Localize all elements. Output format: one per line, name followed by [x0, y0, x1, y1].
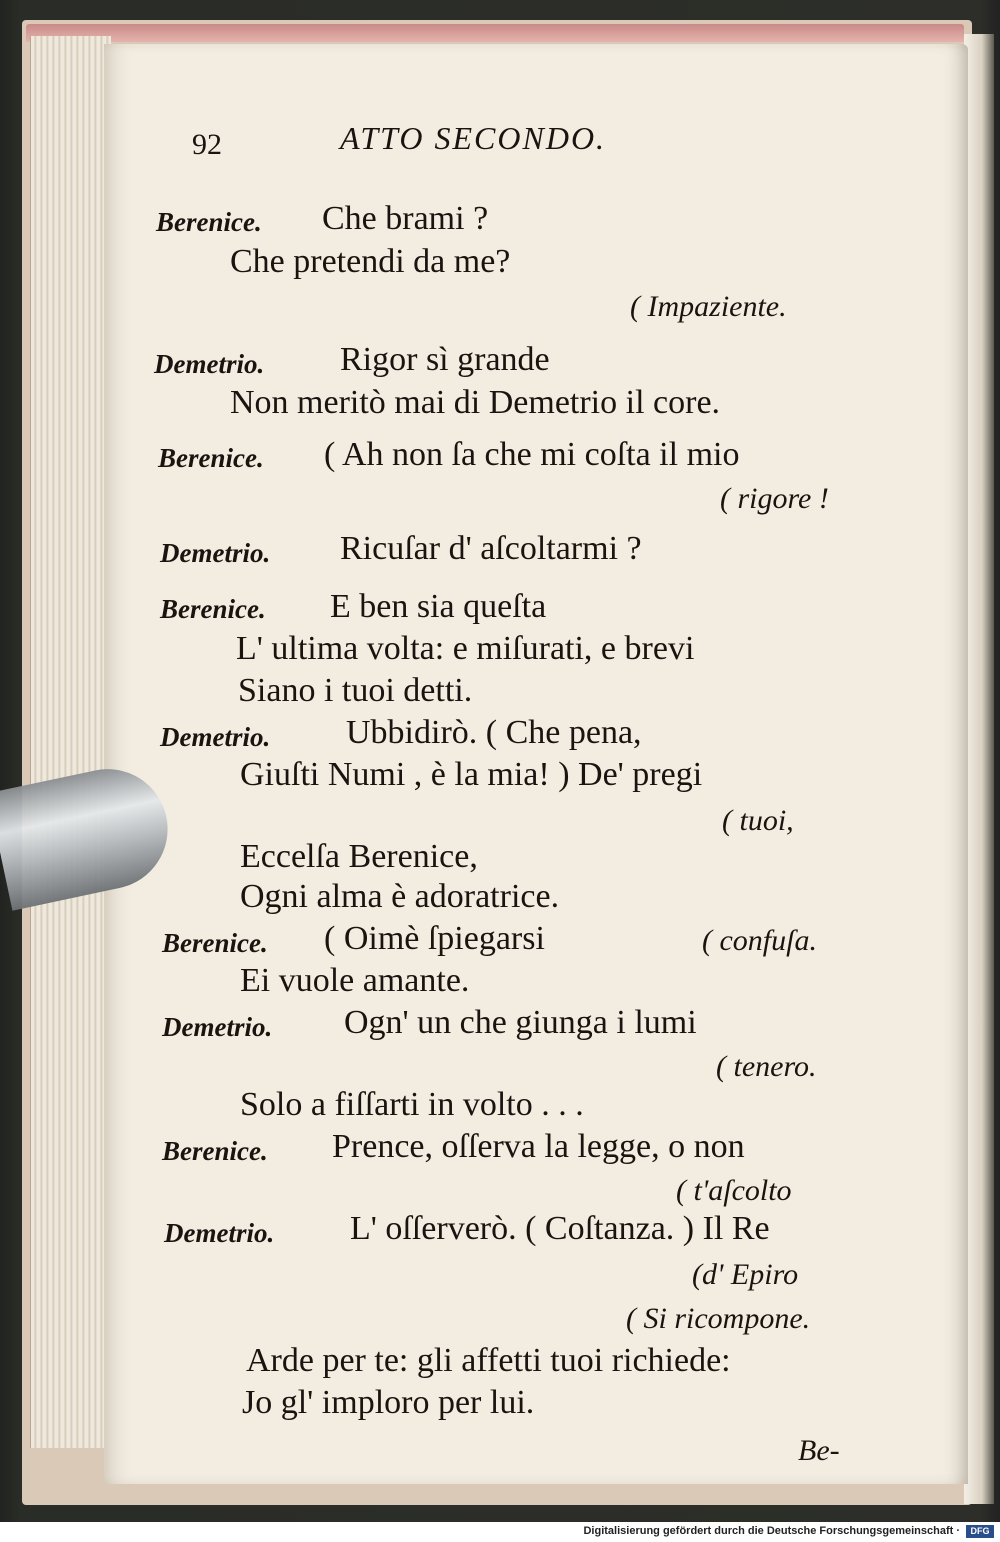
speaker-label: Berenice. [162, 1136, 268, 1166]
verse-line: Ogni alma è adoratrice. [240, 878, 560, 915]
verse-line: Siano i tuoi detti. [238, 672, 473, 709]
speaker-label: Demetrio. [164, 1218, 275, 1248]
catchword: Be- [798, 1434, 840, 1467]
speaker-label: Demetrio. [162, 1012, 273, 1042]
verse-line: ( Ah non ſa che mi coſta il mio [324, 436, 740, 473]
book-spine [964, 34, 994, 1504]
verse-line: Che brami ? [322, 200, 489, 237]
book-page [104, 44, 968, 1484]
speaker-label: Berenice. [162, 928, 268, 958]
running-title: ATTO SECONDO. [340, 120, 607, 156]
stage-direction: ( Impaziente. [630, 290, 787, 323]
verse-line: E ben sia queſta [330, 588, 547, 625]
speaker-label: Berenice. [158, 443, 264, 473]
speaker-label: Demetrio. [160, 538, 271, 568]
verse-line: Arde per te: gli affetti tuoi richiede: [246, 1342, 731, 1379]
stage-direction: ( confuſa. [702, 924, 817, 957]
verse-line: ( Oimè ſpiegarsi [324, 920, 545, 957]
verse-line: Jo gl' imploro per lui. [242, 1384, 535, 1421]
stage-direction: (d' Epiro [692, 1258, 799, 1291]
verse-line: Che pretendi da me? [230, 243, 511, 280]
verse-line: Rigor sì grande [340, 341, 550, 378]
page-stack-edge [30, 36, 111, 1448]
page-number: 92 [192, 128, 222, 161]
red-top-edge [26, 24, 964, 42]
verse-line: Solo a fiſſarti in volto . . . [240, 1086, 584, 1123]
verse-line: Giuſti Numi , è la mia! ) De' pregi [240, 756, 703, 793]
verse-line: L' ultima volta: e miſurati, e brevi [236, 630, 695, 667]
speaker-label: Demetrio. [160, 722, 271, 752]
footer-bar [0, 1522, 1000, 1542]
verse-line: Ei vuole amante. [240, 962, 470, 999]
dfg-logo: DFG [966, 1525, 994, 1538]
stage-direction: ( t'aſcolto [676, 1174, 792, 1207]
verse-line: Non meritò mai di Demetrio il core. [230, 384, 721, 421]
stage-direction: ( tuoi, [722, 804, 794, 837]
verse-line: L' oſſerverò. ( Coſtanza. ) Il Re [350, 1210, 770, 1247]
stage-direction: ( rigore ! [720, 482, 829, 515]
speaker-label: Berenice. [160, 594, 266, 624]
verse-line: Prence, oſſerva la legge, o non [332, 1128, 745, 1165]
verse-line: Ogn' un che giunga i lumi [344, 1004, 697, 1041]
stage-direction: ( Si ricompone. [626, 1302, 811, 1335]
verse-line: Ubbidirò. ( Che pena, [346, 714, 642, 751]
speaker-label: Demetrio. [154, 349, 265, 379]
footer-credit: Digitalisierung gefördert durch die Deutsche Forschungsgemeinschaft · [583, 1525, 960, 1537]
speaker-label: Berenice. [156, 207, 262, 237]
stage-direction: ( tenero. [716, 1050, 817, 1083]
verse-line: Eccelſa Berenice, [240, 838, 478, 875]
verse-line: Ricuſar d' aſcoltarmi ? [340, 530, 642, 567]
